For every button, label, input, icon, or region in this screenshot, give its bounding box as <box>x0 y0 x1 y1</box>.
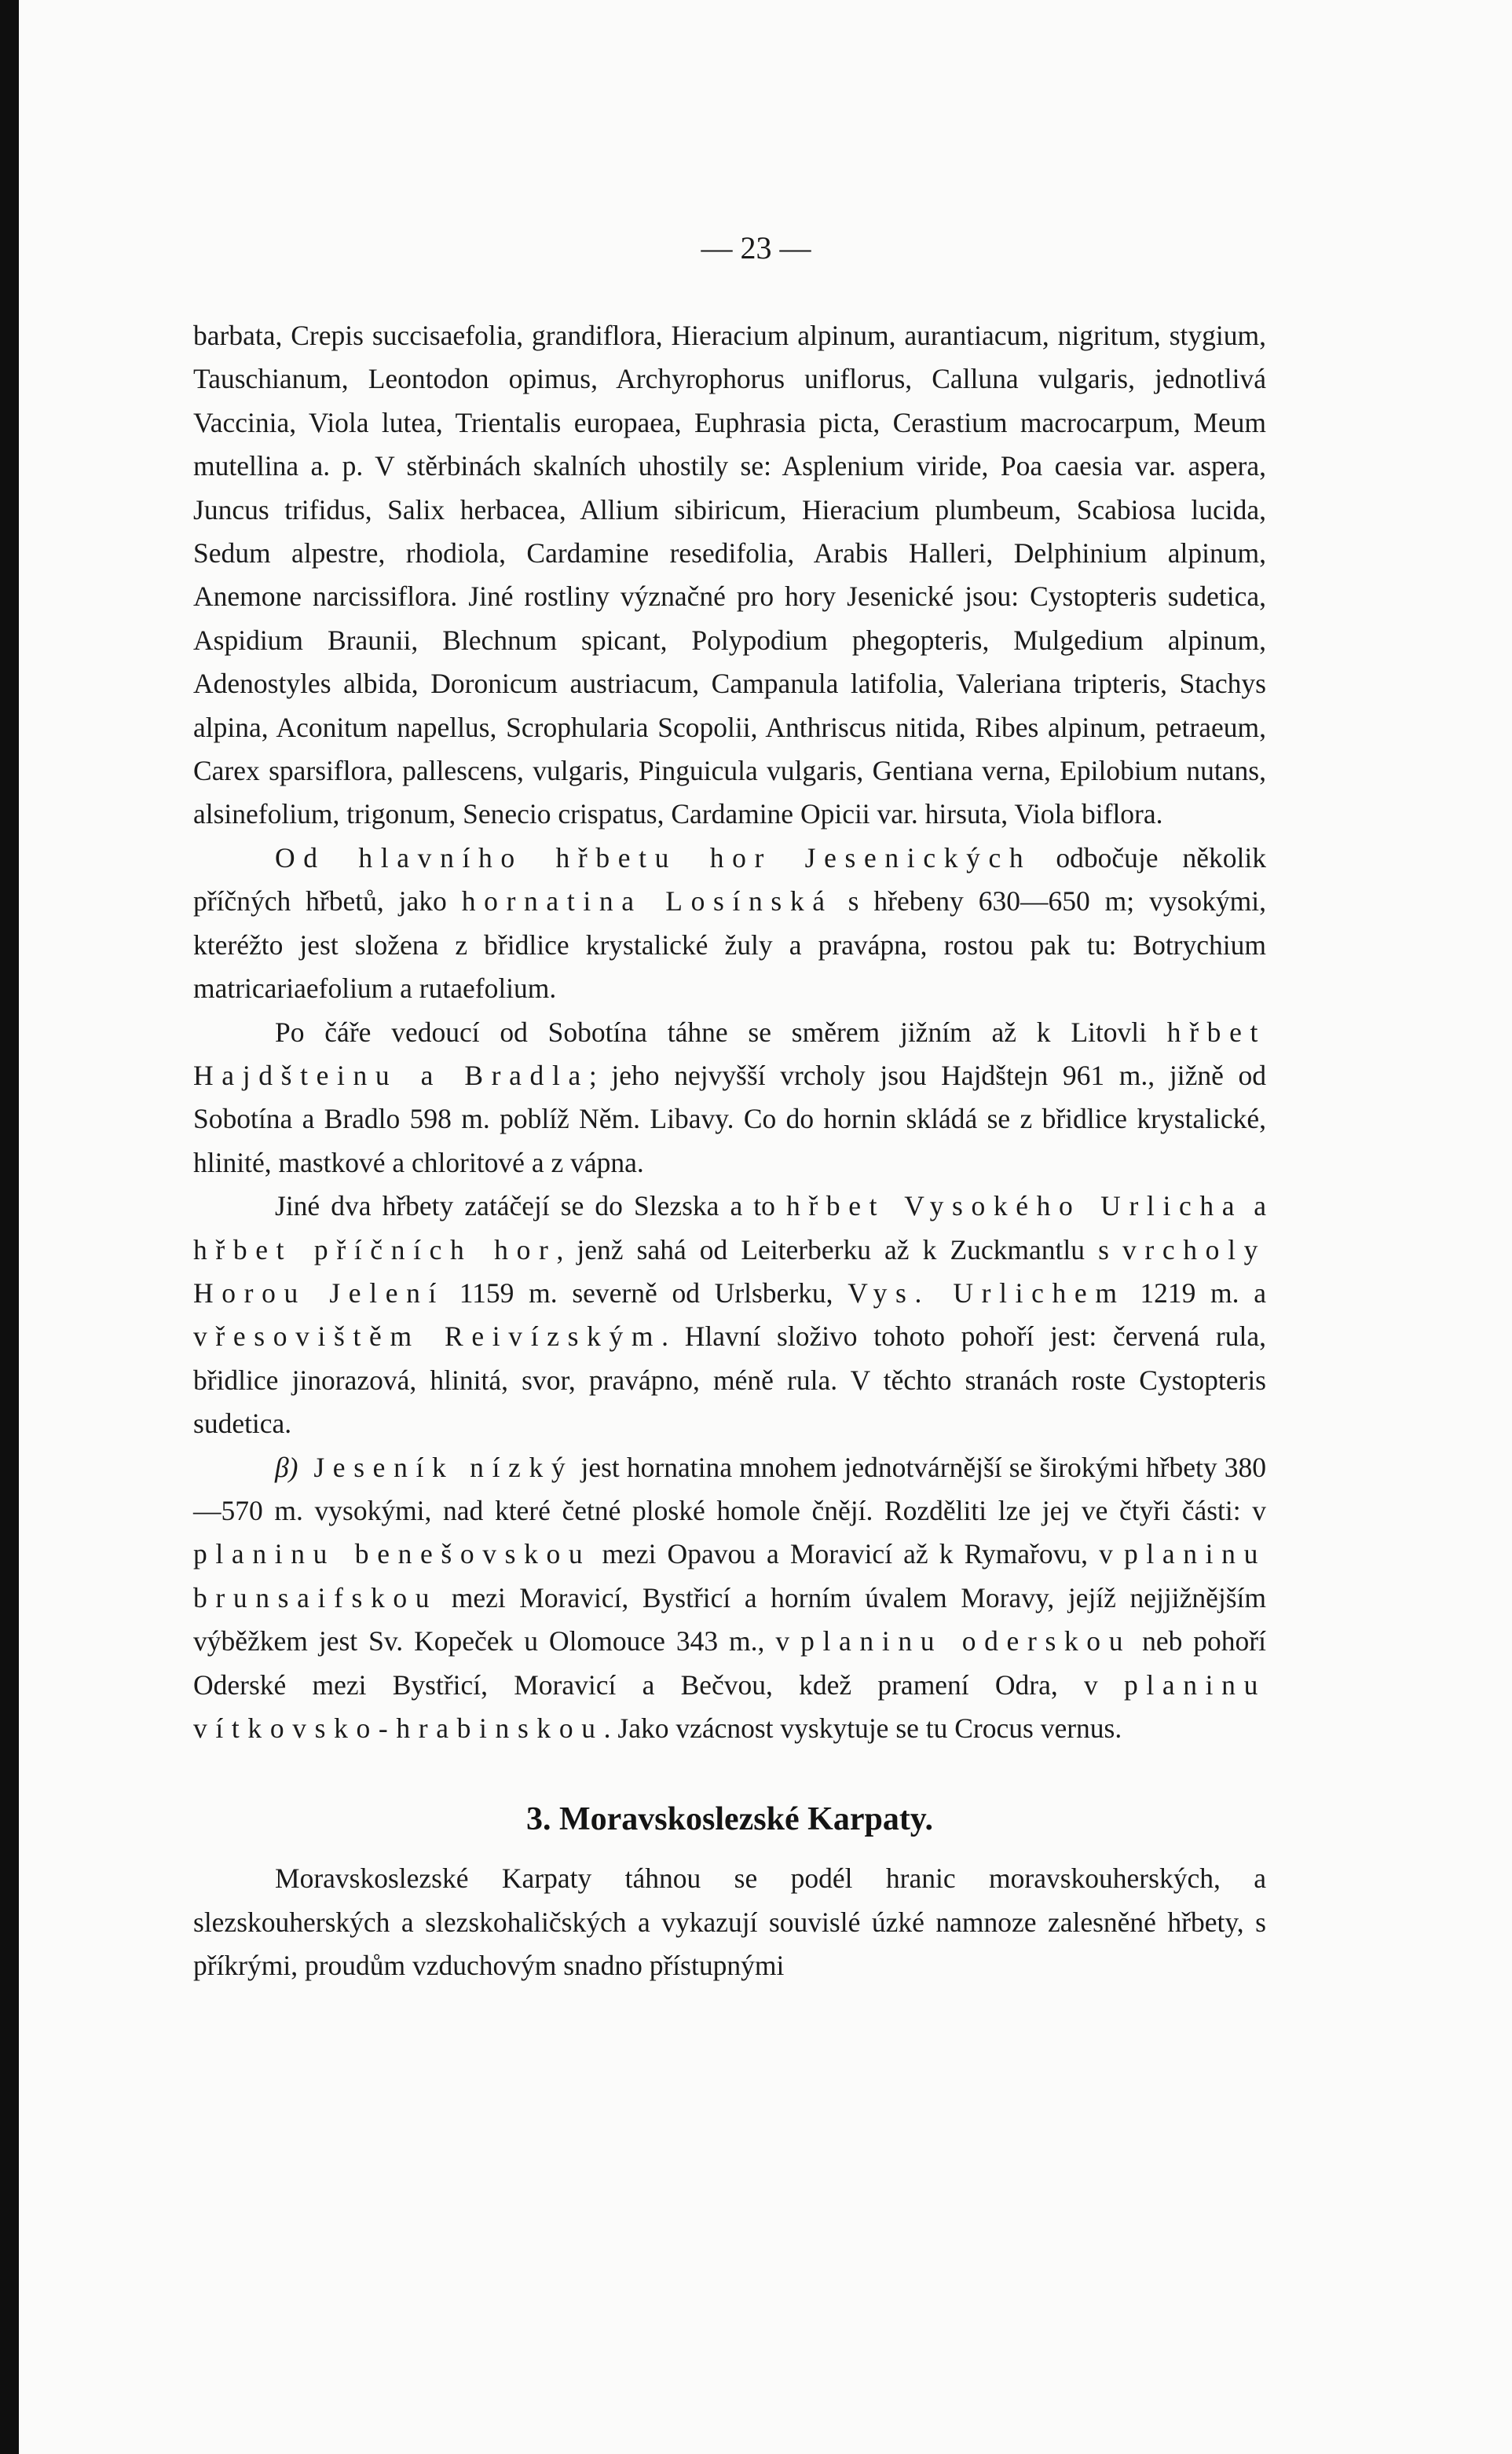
spaced-term: vrcholy Horou Jelení <box>193 1233 1266 1309</box>
paragraph-plant-list: barbata, Crepis succisaefolia, grandiflora, Hieracium alpinum, aurantiacum, nigritum, stygium, Tauschianum, Leontodon opimus, Archyrophorus uniflorus, Calluna vulgaris, jednotlivá Vaccinia, Viola lutea, Trientalis europaea, Euphrasia picta, Cerastium macrocarpum, Meum mutellina a. p. V stěrbinách skalních uhostily se: Asplenium viride, Poa caesia var. aspera, Juncus trifidus, Salix herbacea, Allium sibiricum, Hieracium plumbeum, Scabiosa lucida, Sedum alpestre, rhodiola, Cardamine resedifolia, Arabis Halleri, Delphinium alpinum, Anemone narcissiflora. Jiné rostliny význačné pro hory Jesenické jsou: Cystopteris sudetica, Aspidium Braunii, Blechnum spicant, Polypodium phegopteris, Mulgedium alpinum, Adenostyles albida, Doronicum austriacum, Campanula latifolia, Valeriana tripteris, Stachys alpina, Aconitum napellus, Scrophularia Scopolii, Anthriscus nitida, Ribes alpinum, petraeum, Carex sparsiflora, pallescens, vulgaris, Pinguicula vulgaris, Gentiana verna, Epilobium nutans, alsinefolium, trigonum, Senecio crispatus, Cardamine Opicii var. hirsuta, Viola biflora. <box>193 320 1266 830</box>
page-body <box>193 314 1266 1988</box>
paragraph-text: odbočuje několik příčných hřbetů, jako <box>193 841 1266 918</box>
paragraph-urlich <box>193 1185 1266 1445</box>
paragraph-text: mezi Opavou a Moravicí až k Rymařovu, v <box>591 1538 1124 1570</box>
scan-left-edge <box>0 0 19 2454</box>
paragraph-text: Jiné dva hřbety zatáčejí se do Slezska a to <box>275 1190 786 1222</box>
paragraph-karpaty: Moravskoslezské Karpaty táhnou se podél hranic moravskouherských, a slezskouherských a slezskohaličských a vykazují souvislé úzké namnoze zalesněné hřbety, s příkrými, proudům vzduchovým snadno přístupnými <box>193 1862 1266 1982</box>
paragraph-text: neb pohoří Oderské mezi Bystřicí, Moravicí a Bečvou, kdež pramení Odra, v <box>193 1625 1266 1701</box>
paragraph-text: mezi Moravicí, Bystřicí a horním úvalem Moravy, jejíž nejjižnějším výběžkem jest Sv. Kopeček u Olomouce 343 m., v <box>193 1581 1266 1657</box>
spaced-term: planinu brunsaifskou <box>193 1538 1266 1613</box>
paragraph-text: . Jako vzácnost vyskytuje se tu Crocus vernus. <box>603 1712 1122 1744</box>
paragraph-text: ; jeho nejvyšší vrcholy jsou Hajdštejn 961 m., jižně od Sobotína a Bradlo 598 m. poblíž Něm. Libavy. Co do hornin skládá se z břidlice krystalické, hlinité, mastkové a chloritové a z vápna. <box>193 1059 1266 1178</box>
paragraph-hajdstein <box>193 1011 1266 1185</box>
paragraph-text: , jenž sahá od Leiterberku až k Zuckmantlu s <box>556 1233 1122 1265</box>
paragraph-losinska <box>193 837 1266 1011</box>
spaced-term: hřbet příčních hor <box>193 1233 557 1265</box>
spaced-term: planinu benešovskou <box>193 1538 591 1570</box>
paragraph-jesenik-nizky <box>193 1446 1266 1751</box>
spaced-term: Od hlavního hřbetu hor Jesenických <box>275 841 1032 874</box>
spaced-term: hornatina Losínská <box>461 885 833 918</box>
paragraph-text: Po čáře vedoucí od Sobotína táhne se směrem jižním až k Litovli <box>275 1016 1167 1048</box>
spaced-term: Vys. Urlichem <box>848 1276 1126 1309</box>
spaced-term: vřesovištěm Reivízským <box>193 1320 662 1353</box>
paragraph-text: 1159 m. severně od Urlsberku, <box>445 1276 848 1309</box>
spaced-term: planinu oderskou <box>800 1625 1132 1657</box>
spaced-term: planinu vítkovsko-hrabinskou <box>193 1668 1266 1744</box>
paragraph-text: . Hlavní složivo tohoto pohoří jest: červená rula, břidlice jinorazová, hlinitá, svor, pravápno, méně rula. V těchto stranách roste Cystopteris sudetica. <box>193 1320 1266 1440</box>
paragraph-text: jest hornatina mnohem jednotvárnější se širokými hřbety 380—570 m. vysokými, nad které četné ploské homole čnějí. Rozděliti lze jej ve čtyři části: v <box>193 1451 1266 1526</box>
paragraph-text: s hřebeny 630—650 m; vysokými, kteréžto jest složena z břidlice krystalické žuly a pravápna, rostou pak tu: Botrychium matricariaefolium a rutaefolium. <box>193 885 1266 1005</box>
page-number: — 23 — <box>701 230 811 266</box>
spaced-term: Jeseník nízký <box>298 1451 574 1483</box>
spaced-term: hřbet Hajdšteinu a Bradla <box>193 1016 1266 1091</box>
paragraph-text: 1219 m. a <box>1125 1276 1266 1309</box>
beta-marker: β) <box>275 1451 298 1483</box>
section-heading: 3. Moravskoslezské Karpaty. <box>526 1801 933 1838</box>
spaced-term: hřbet Vysokého Urlicha <box>785 1190 1243 1222</box>
paragraph-text: a <box>1243 1190 1266 1222</box>
